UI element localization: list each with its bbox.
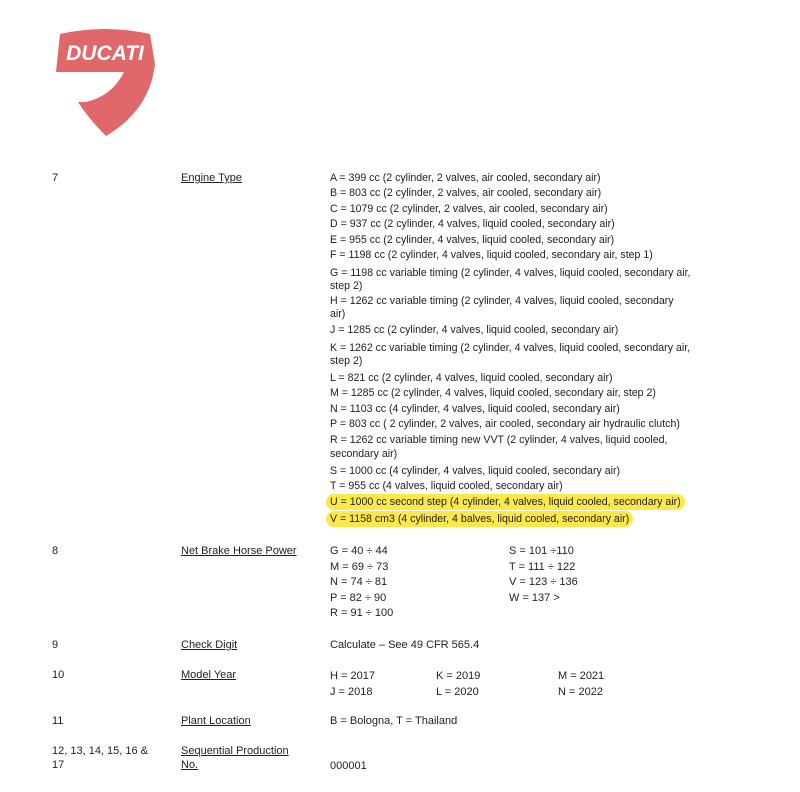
horsepower-value: T = 111 ÷ 122	[509, 560, 576, 573]
engine-entry: step 2)	[330, 355, 363, 367]
engine-entry: K = 1262 cc variable timing (2 cylinder, 4 valves, liquid cooled, secondary air,	[330, 342, 691, 354]
row-number-horsepower: 8	[52, 545, 59, 557]
horsepower-value: G = 40 ÷ 44	[330, 545, 388, 557]
label-model-year: Model Year	[181, 669, 237, 681]
sequential-production-value: 000001	[330, 760, 367, 772]
horsepower-value: W = 137 >	[509, 591, 560, 604]
engine-entry: M = 1285 cc (2 cylinder, 4 valves, liquid cooled, secondary air, step 2)	[330, 387, 656, 399]
engine-entry: F = 1198 cc (2 cylinder, 4 valves, liquid cooled, secondary air, step 1)	[330, 249, 653, 261]
engine-entry-highlighted: U = 1000 cc second step (4 cylinder, 4 valves, liquid cooled, secondary air)	[330, 496, 685, 509]
model-year-value: J = 2018	[330, 685, 373, 698]
label-sequential-production-line1: Sequential Production	[181, 745, 289, 757]
engine-entry: J = 1285 cc (2 cylinder, 4 valves, liquid cooled, secondary air)	[330, 324, 619, 336]
horsepower-column-2	[509, 544, 578, 606]
engine-entry: step 2)	[330, 280, 363, 292]
model-year-value: M = 2021	[558, 670, 605, 682]
engine-entry: A = 399 cc (2 cylinder, 2 valves, air cooled, secondary air)	[330, 172, 601, 184]
engine-entry: P = 803 cc ( 2 cylinder, 2 valves, air cooled, secondary air hydraulic clutch)	[330, 418, 680, 430]
engine-entry: T = 955 cc (4 valves, liquid cooled, secondary air)	[330, 480, 563, 492]
model-year-column-2	[436, 669, 480, 700]
label-plant-location: Plant Location	[181, 715, 251, 727]
engine-entry: D = 937 cc (2 cylinder, 4 valves, liquid cooled, secondary air)	[330, 218, 615, 230]
plant-location-value: B = Bologna, T = Thailand	[330, 715, 458, 727]
model-year-column-1	[330, 669, 375, 700]
model-year-column-3	[558, 669, 604, 700]
engine-entry-highlighted: V = 1158 cm3 (4 cylinder, 4 balves, liquid cooled, secondary air)	[330, 513, 633, 526]
logo-text: DUCATI	[66, 42, 144, 65]
engine-entry: C = 1079 cc (2 cylinder, 2 valves, air cooled, secondary air)	[330, 203, 608, 215]
horsepower-value: P = 82 ÷ 90	[330, 591, 387, 604]
row-number-check-digit: 9	[52, 639, 59, 651]
row-number-sequential-line1: 12, 13, 14, 15, 16 &	[52, 745, 149, 757]
model-year-value: N = 2022	[558, 685, 603, 698]
label-sequential-production-line2: No.	[181, 759, 199, 771]
model-year-value: L = 2020	[436, 685, 479, 698]
engine-entry: air)	[330, 308, 346, 320]
engine-entry: L = 821 cc (2 cylinder, 4 valves, liquid cooled, secondary air)	[330, 372, 613, 384]
model-year-value: H = 2017	[330, 670, 375, 682]
engine-entry: secondary air)	[330, 448, 398, 460]
horsepower-value: R = 91 ÷ 100	[330, 607, 394, 619]
horsepower-value: V = 123 ÷ 136	[509, 576, 578, 588]
ducati-logo	[52, 28, 158, 140]
engine-entry: S = 1000 cc (4 cylinder, 4 valves, liquid cooled, secondary air)	[330, 465, 621, 477]
check-digit-value: Calculate – See 49 CFR 565.4	[330, 639, 480, 651]
label-engine-type: Engine Type	[181, 172, 242, 184]
horsepower-value: N = 74 ÷ 81	[330, 576, 388, 588]
label-net-brake-horse-power: Net Brake Horse Power	[181, 545, 297, 557]
engine-entry: G = 1198 cc variable timing (2 cylinder, 4 valves, liquid cooled, secondary air,	[330, 267, 691, 279]
row-number-sequential-line2: 17	[52, 759, 65, 771]
horsepower-value: M = 69 ÷ 73	[330, 560, 389, 573]
engine-entry: B = 803 cc (2 cylinder, 2 valves, air cooled, secondary air)	[330, 187, 602, 199]
row-number-plant-location: 11	[52, 715, 64, 727]
engine-entry: H = 1262 cc variable timing (2 cylinder, 4 valves, liquid cooled, secondary	[330, 295, 674, 307]
engine-entry: N = 1103 cc (4 cylinder, 4 valves, liquid cooled, secondary air)	[330, 403, 620, 415]
label-check-digit: Check Digit	[181, 639, 238, 651]
engine-entry: R = 1262 cc variable timing new VVT (2 cylinder, 4 valves, liquid cooled,	[330, 434, 668, 446]
row-number-engine: 7	[52, 172, 59, 184]
horsepower-value: S = 101 ÷110	[509, 545, 574, 557]
engine-entry: E = 955 cc (2 cylinder, 4 valves, liquid cooled, secondary air)	[330, 234, 615, 246]
model-year-value: K = 2019	[436, 670, 481, 682]
row-number-model-year: 10	[52, 669, 65, 681]
horsepower-column-1	[330, 544, 393, 622]
